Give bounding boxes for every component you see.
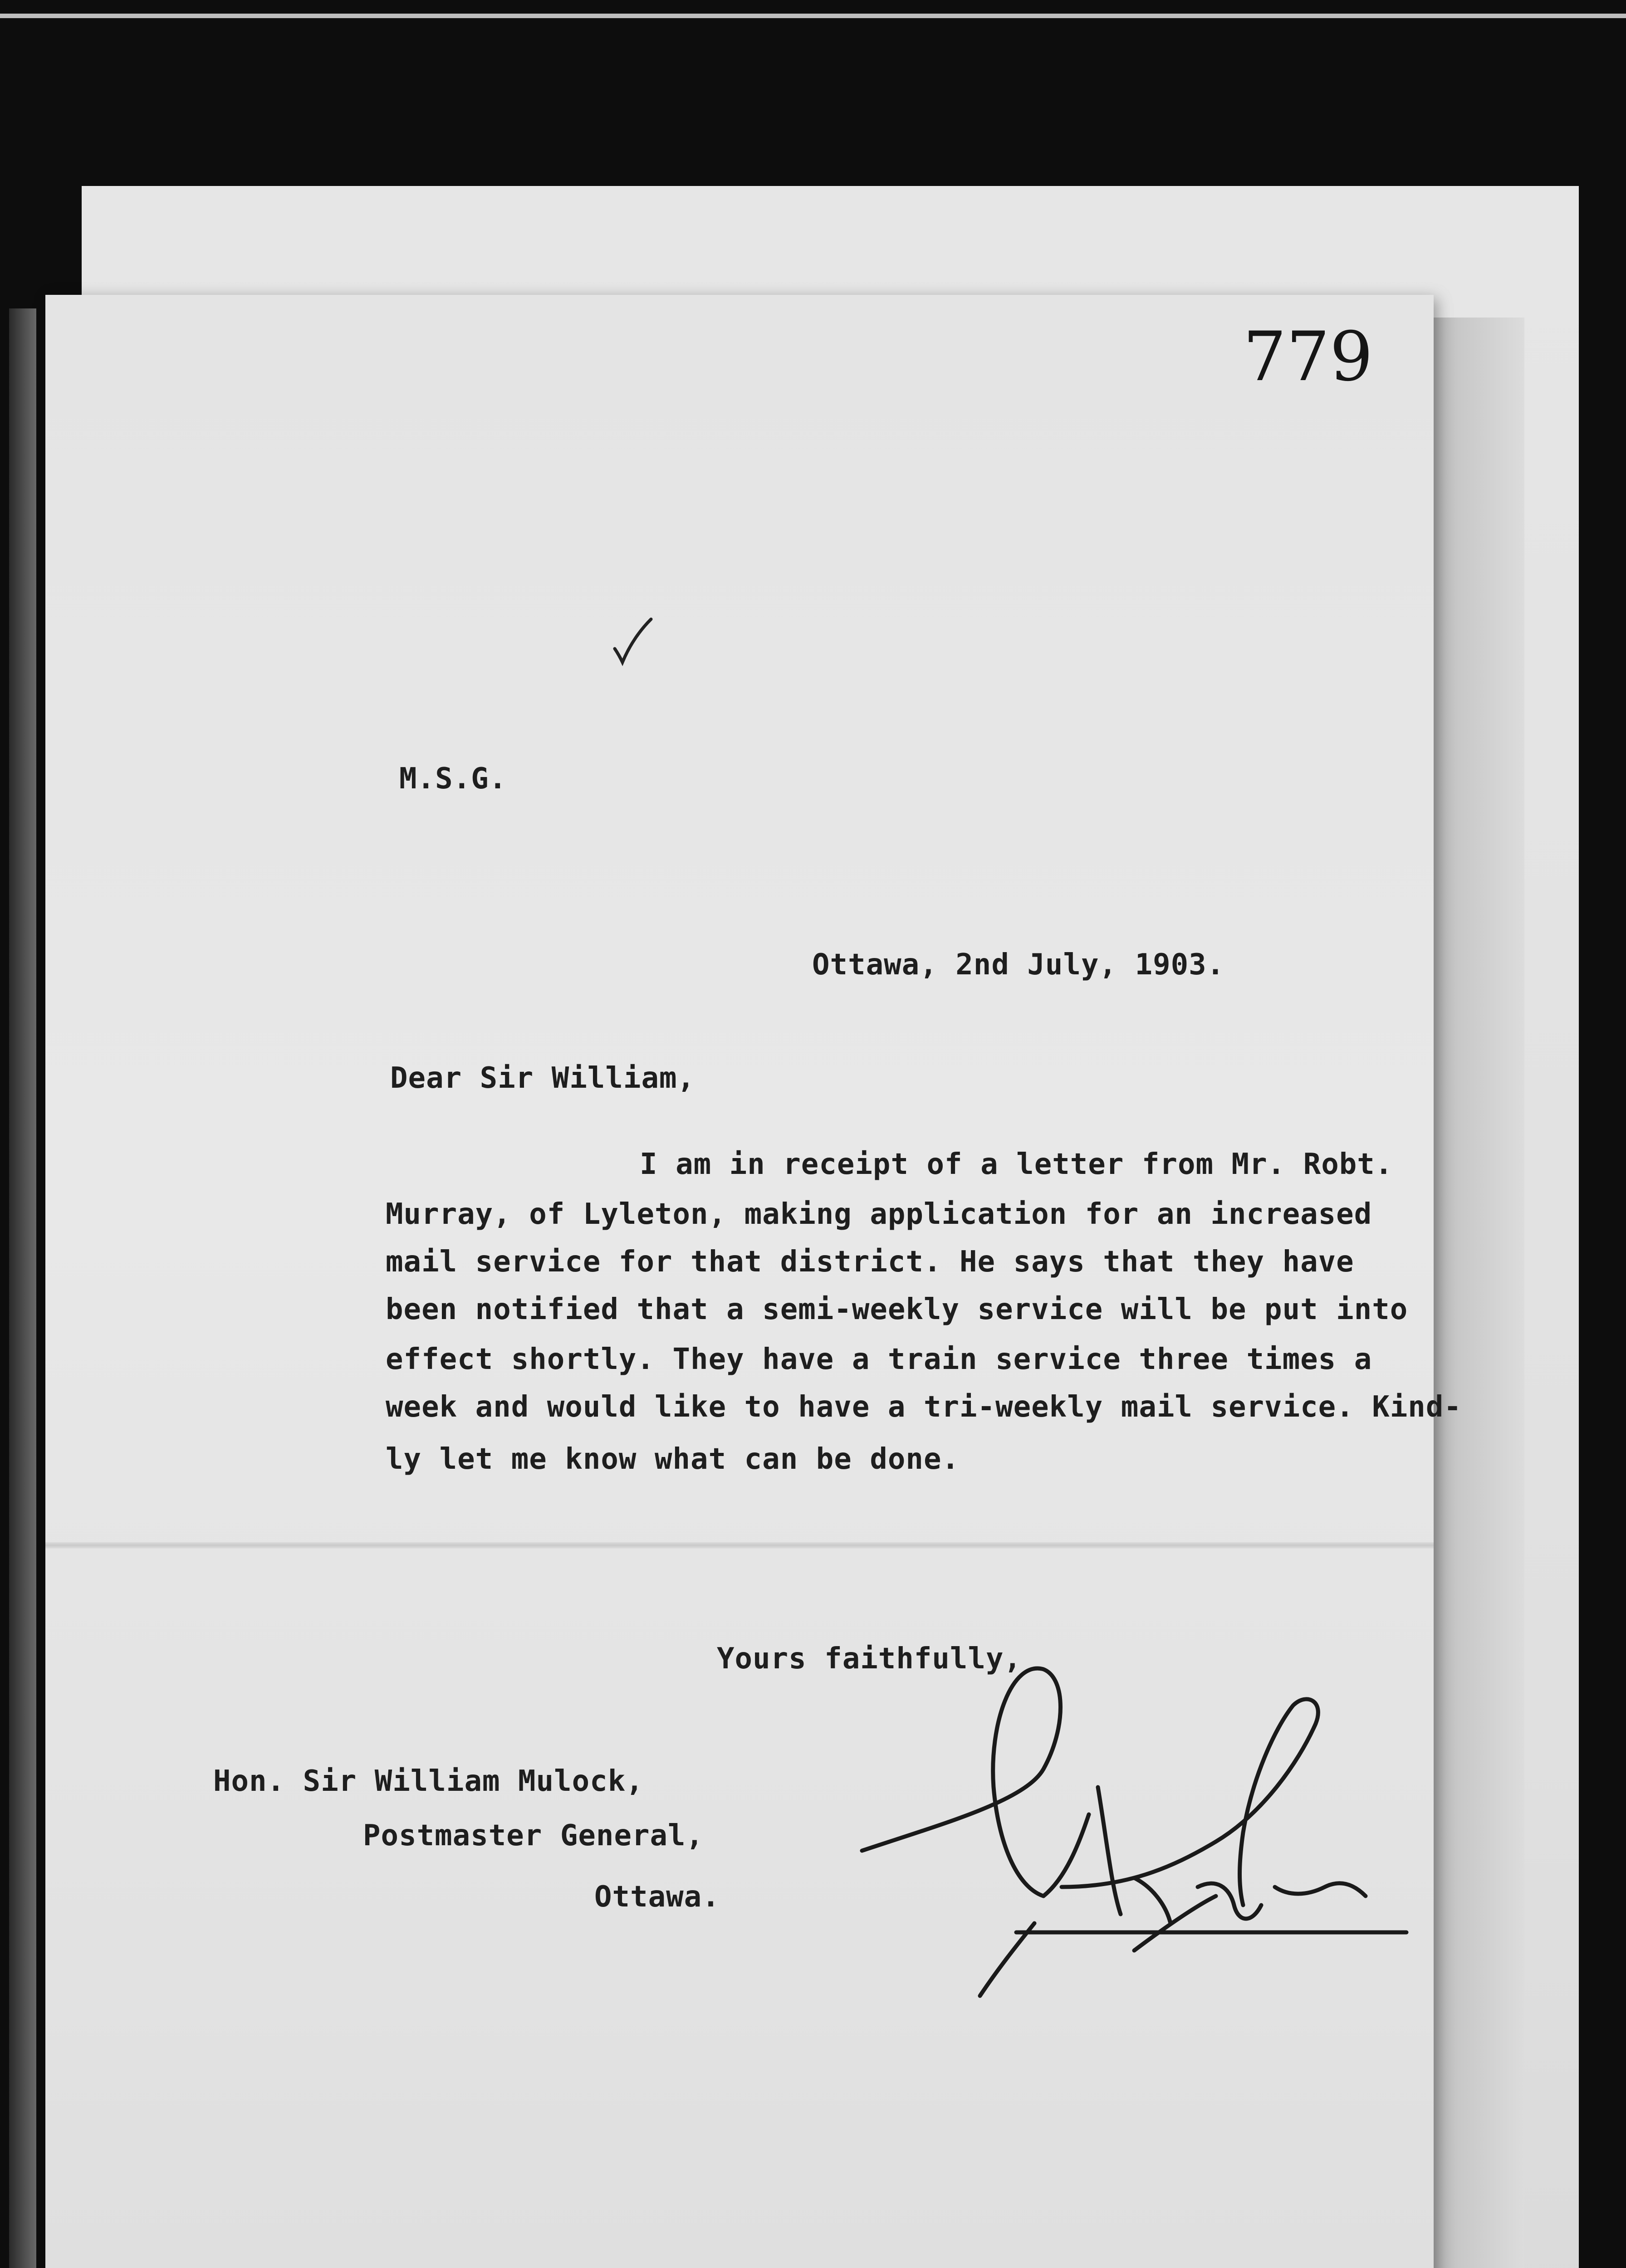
body-line: Murray, of Lyleton, making application for an increased <box>386 1198 1372 1231</box>
film-left-edge <box>9 308 36 2268</box>
header-initials: M.S.G. <box>399 762 507 796</box>
salutation: Dear Sir William, <box>390 1061 695 1095</box>
body-line: ly let me know what can be done. <box>386 1442 960 1476</box>
addressee-title: Postmaster General, <box>363 1819 704 1853</box>
film-edge-line <box>0 14 1626 18</box>
addressee-name: Hon. Sir William Mulock, <box>213 1765 644 1798</box>
checkmark-icon <box>612 617 653 667</box>
body-line: mail service for that district. He says that they have <box>386 1245 1354 1279</box>
closing: Yours faithfully, <box>717 1642 1022 1676</box>
page-fold-line <box>45 1542 1434 1549</box>
handwritten-signature <box>853 1651 1425 2005</box>
body-line: been notified that a semi-weekly service will be put into <box>386 1293 1408 1326</box>
addressee-city: Ottawa. <box>594 1880 720 1914</box>
body-line: effect shortly. They have a train service three times a <box>386 1343 1372 1376</box>
body-line: I am in receipt of a letter from Mr. Robt. <box>640 1148 1393 1181</box>
body-line: week and would like to have a tri-weekly mail service. Kind- <box>386 1390 1462 1424</box>
date-line: Ottawa, 2nd July, 1903. <box>812 948 1225 982</box>
folio-number: 779 <box>1243 318 1373 396</box>
